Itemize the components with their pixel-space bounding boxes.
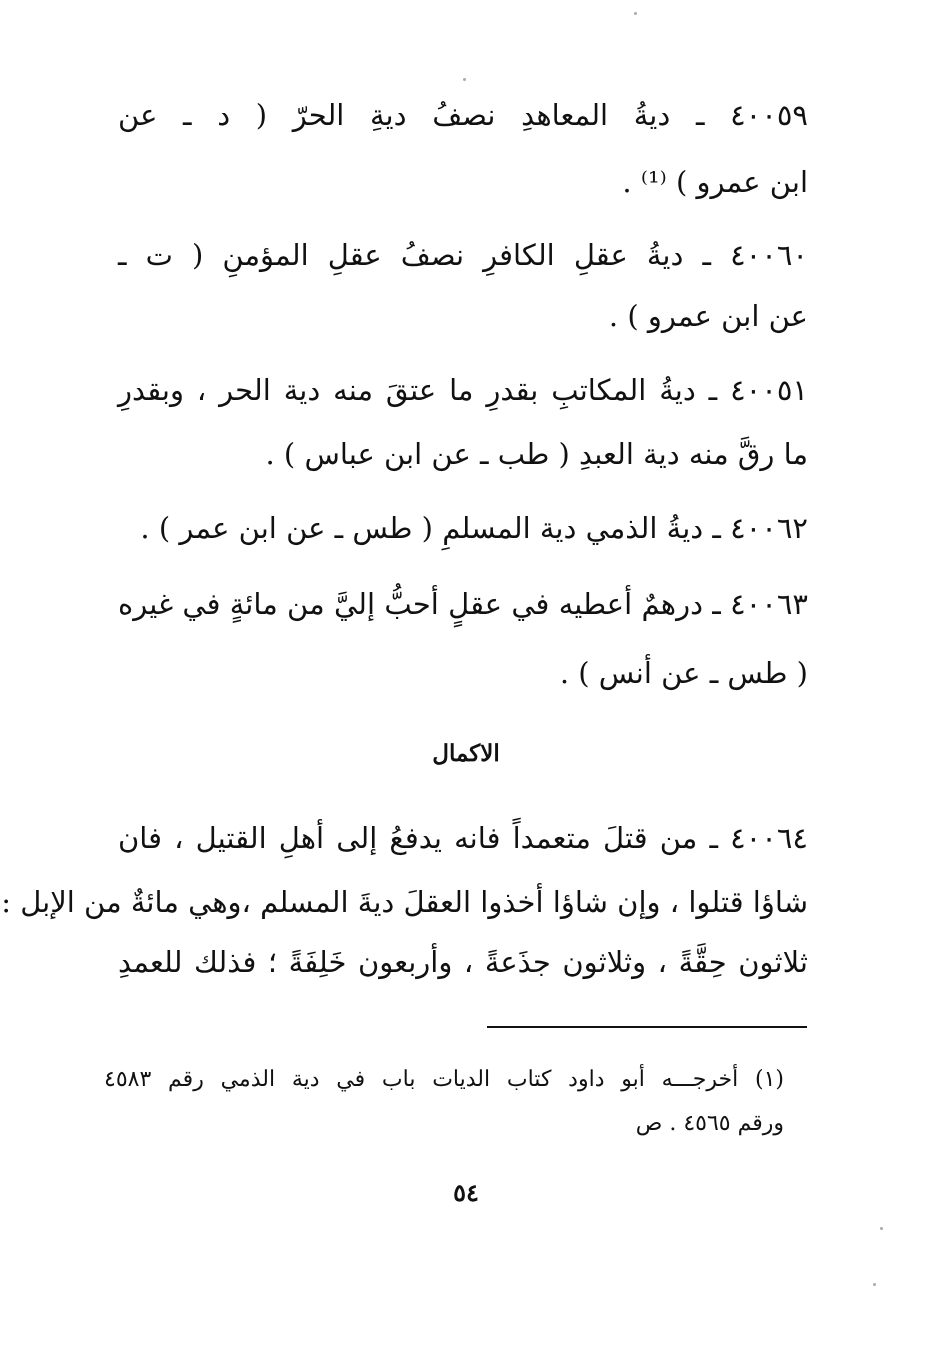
hadith-40063-line-1: ٤٠٠٦٣ ـ درهمٌ أعطيه في عقلٍ أحبُّ إليَّ من مائةٍ في غيره xyxy=(118,587,808,621)
hadith-40063-line-2: ( طس ـ عن أنس ) . xyxy=(559,656,808,690)
hadith-40051-line-1: ٤٠٠٥١ ـ ديةُ المكاتبِ بقدرِ ما عتقَ منه دية الحر ، وبقدرِ xyxy=(118,373,808,407)
hadith-40064-line-3: ثلاثون حِقَّةً ، وثلاثون جذَعةً ، وأربعون خَلِفَةً ؛ فذلك للعمدِ xyxy=(118,945,808,979)
scan-speck xyxy=(463,78,466,81)
footnote-line-1: (١) أخرجـــه أبو داود كتاب الديات باب في دية الذمي رقم ٤٥٨٣ xyxy=(104,1067,784,1092)
hadith-40051-line-2: ما رقَّ منه دية العبدِ ( طب ـ عن ابن عباس ) . xyxy=(265,437,808,471)
hadith-40064-line-1: ٤٠٠٦٤ ـ من قتلَ متعمداً فانه يدفعُ إلى أهلِ القتيل ، فان xyxy=(118,821,808,855)
hadith-40064-line-2: شاؤا قتلوا ، وإن شاؤا أخذوا العقلَ ديةَ المسلم ،وهي مائةٌ من الإبل : xyxy=(1,885,808,919)
hadith-40060-line-2: عن ابن عمرو ) . xyxy=(608,299,808,333)
hadith-40060-line-1: ٤٠٠٦٠ ـ ديةُ عقلِ الكافرِ نصفُ عقلِ المؤمنِ ( ت ـ xyxy=(118,238,808,272)
scan-speck xyxy=(873,1283,876,1286)
section-heading: الاكمال xyxy=(432,740,500,767)
footnote-line-2: ورقم ٤٥٦٥ . ص xyxy=(635,1111,784,1136)
hadith-40059-line-2: ابن عمرو ) ⁽¹⁾ . xyxy=(622,165,808,199)
page-number: ٥٤ xyxy=(453,1178,479,1207)
scan-speck xyxy=(634,12,637,15)
footnote-separator xyxy=(487,1026,807,1028)
hadith-40059-line-1: ٤٠٠٥٩ ـ ديةُ المعاهدِ نصفُ ديةِ الحرّ ( د ـ عن xyxy=(118,98,808,132)
hadith-40062-line-1: ٤٠٠٦٢ ـ ديةُ الذمي دية المسلمِ ( طس ـ عن ابن عمر ) . xyxy=(140,511,808,545)
scan-speck xyxy=(880,1227,883,1230)
